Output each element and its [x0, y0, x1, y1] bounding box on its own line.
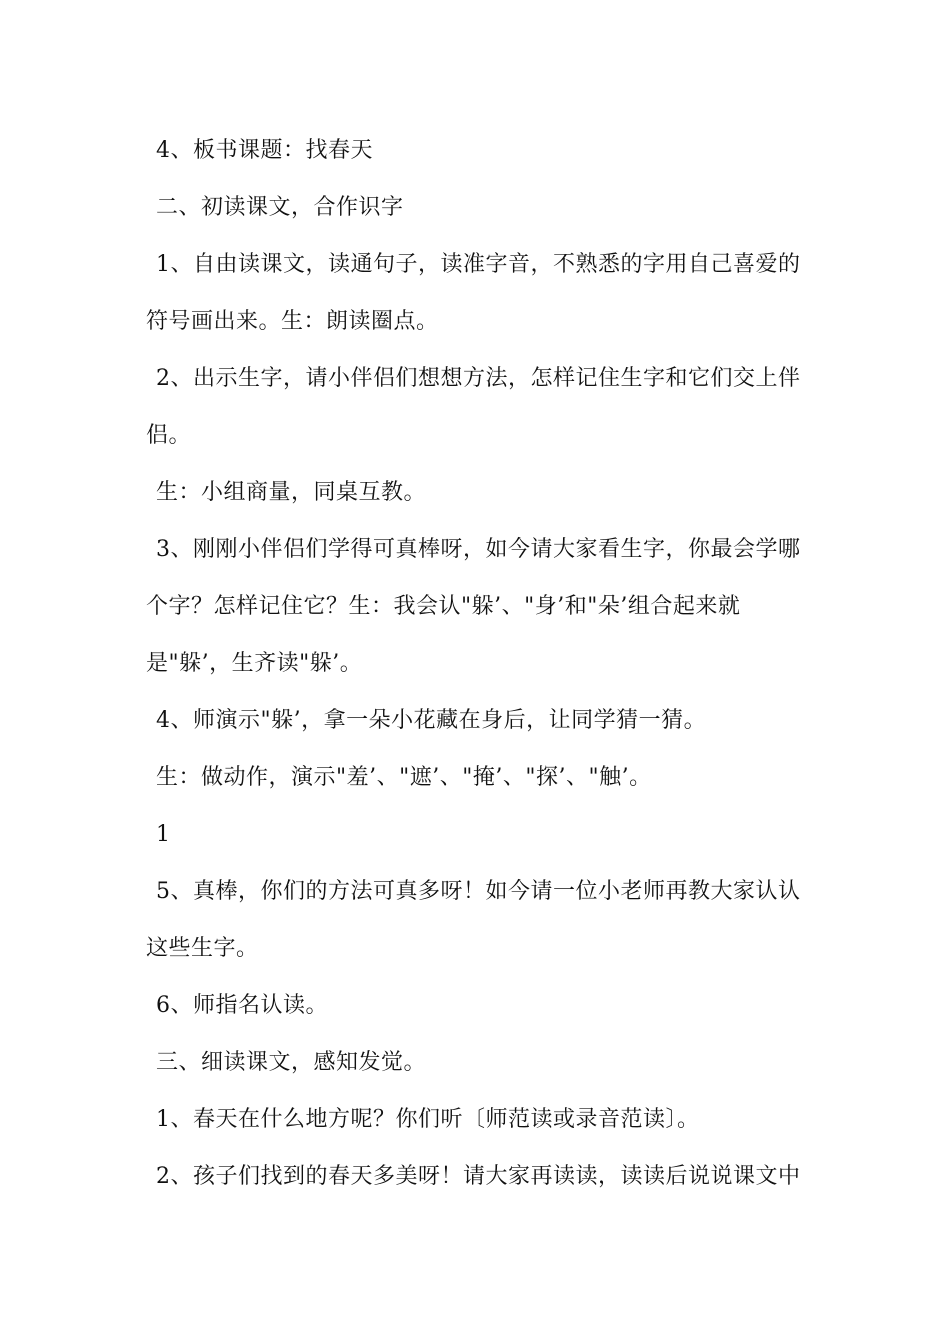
text-line: 个字？怎样记住它？生：我会认"躲’、"身’和"朵’组合起来就: [146, 594, 741, 619]
section-heading: 二、初读课文，合作识字: [156, 195, 404, 220]
text-line: 2、出示生字，请小伴侣们想想方法，怎样记住生字和它们交上伴: [156, 366, 801, 391]
text-line: 6、师指名认读。: [156, 993, 328, 1018]
text-line: 1、春天在什么地方呢？你们听〔师范读或录音范读〕。: [156, 1107, 700, 1132]
text-line: 侣。: [146, 423, 192, 448]
text-line: 4、师演示"躲’，拿一朵小花藏在身后，让同学猜一猜。: [156, 708, 707, 733]
text-line: 1、自由读课文，读通句子，读准字音，不熟悉的字用自己喜爱的: [156, 252, 801, 277]
text-line: 2、孩子们找到的春天多美呀！请大家再读读，读读后说说课文中: [156, 1164, 801, 1189]
text-line: 符号画出来。生：朗读圈点。: [146, 309, 439, 334]
text-line: 这些生字。: [146, 936, 259, 961]
section-heading: 三、细读课文，感知发觉。: [156, 1050, 427, 1075]
page-number: 1: [156, 822, 171, 847]
text-line: 3、刚刚小伴侣们学得可真棒呀，如今请大家看生字，你最会学哪: [156, 537, 801, 562]
text-line: 5、真棒，你们的方法可真多呀！如今请一位小老师再教大家认认: [156, 879, 801, 904]
text-line: 是"躲’，生齐读"躲’。: [146, 651, 363, 676]
text-line: 4、板书课题：找春天: [156, 138, 373, 163]
text-line: 生：做动作，演示"羞’、"遮’、"掩’、"探’、"触’。: [156, 765, 652, 790]
text-line: 生：小组商量，同桌互教。: [156, 480, 427, 505]
